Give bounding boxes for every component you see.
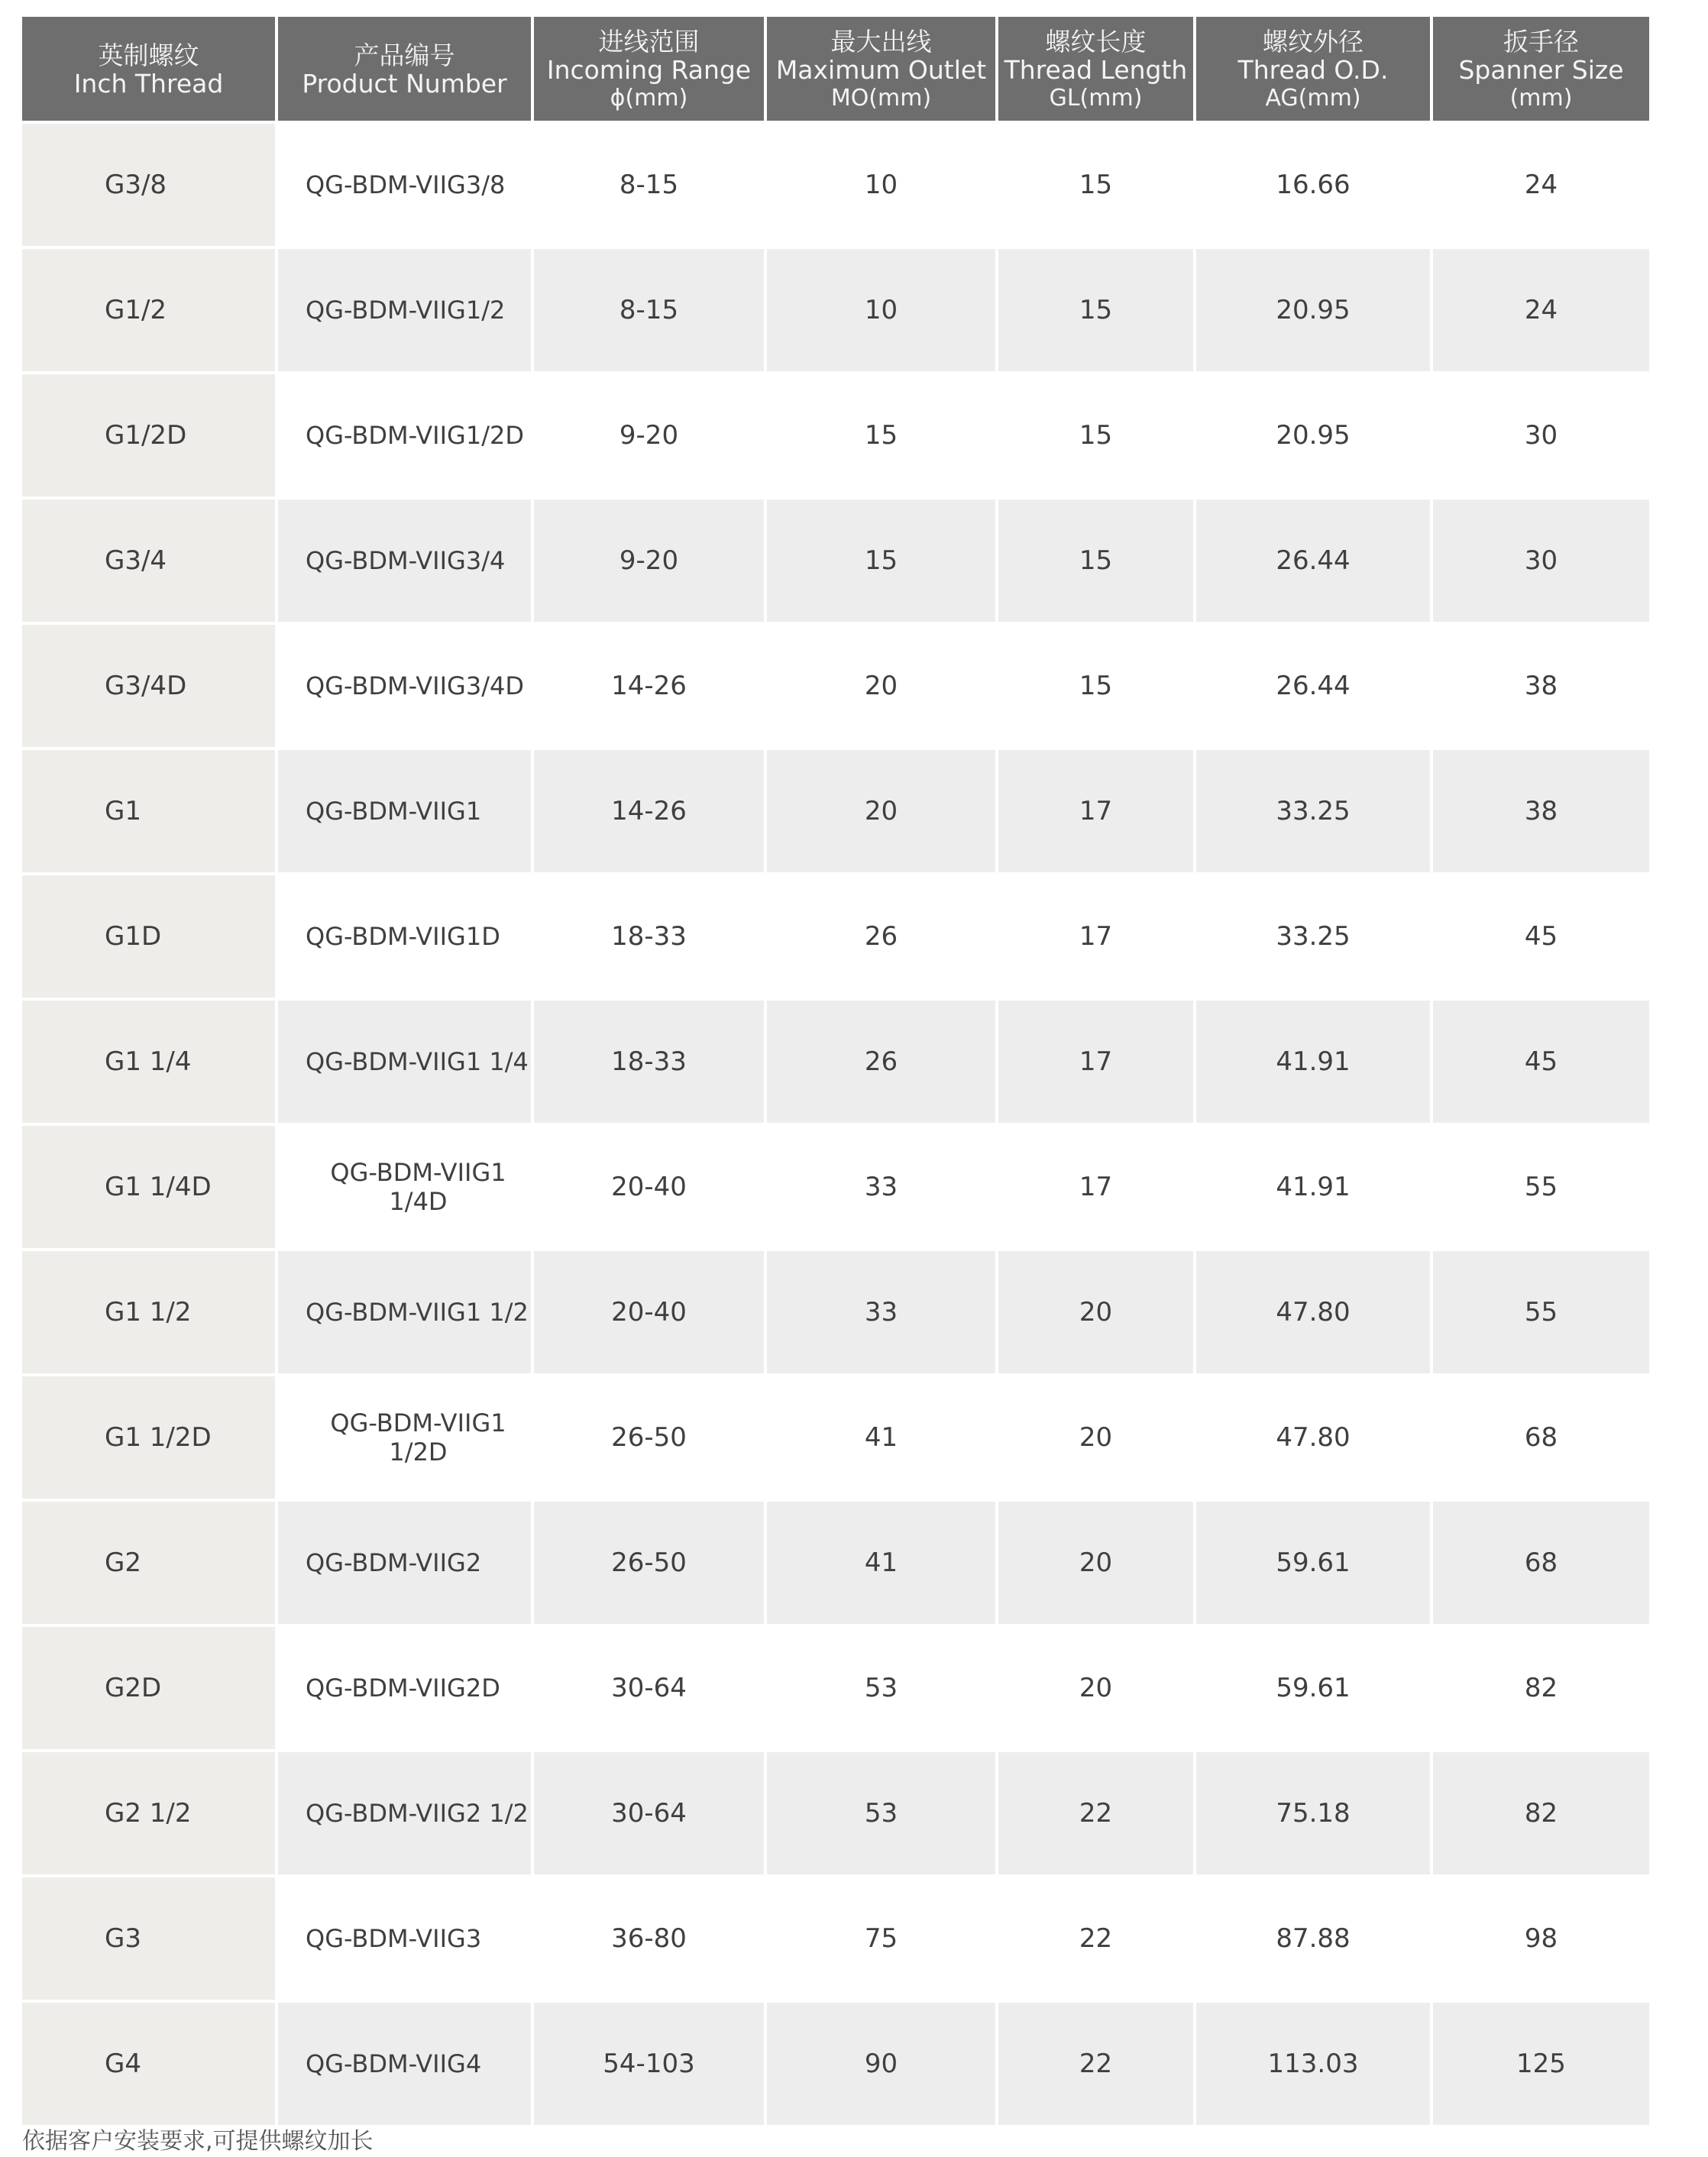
cell-thread-length: 17 — [998, 875, 1196, 998]
cell-inch-thread: G1/2D — [22, 374, 278, 496]
cell-product-number: QG-BDM-VIIG3/8 — [278, 124, 534, 246]
cell-product-number: QG-BDM-VIIG1 — [278, 750, 534, 872]
header-zh-label: 扳手径 — [1503, 26, 1579, 57]
cell-product-number: QG-BDM-VIIG2D — [278, 1627, 534, 1749]
cell-thread-length: 15 — [998, 374, 1196, 496]
cell-inch-thread: G2 1/2 — [22, 1752, 278, 1874]
cell-product-number: QG-BDM-VIIG1 1/4 — [278, 1001, 534, 1123]
table-row — [22, 1248, 1649, 1373]
cell-maximum-outlet: 10 — [767, 249, 998, 371]
cell-thread-od: 47.80 — [1196, 1376, 1433, 1499]
header-thread-od — [1196, 17, 1433, 121]
cell-maximum-outlet: 41 — [767, 1502, 998, 1624]
cell-spanner-size: 82 — [1433, 1752, 1649, 1874]
cell-incoming-range: 30-64 — [534, 1627, 767, 1749]
header-zh-label: 螺纹长度 — [1045, 26, 1147, 57]
cell-thread-od: 16.66 — [1196, 124, 1433, 246]
cell-thread-od: 33.25 — [1196, 875, 1433, 998]
cell-product-number: QG-BDM-VIIG1 1/2D — [278, 1376, 534, 1499]
header-unit-label: (mm) — [1509, 84, 1573, 112]
table-body — [22, 121, 1649, 2125]
cell-product-number: QG-BDM-VIIG4 — [278, 2003, 534, 2125]
cell-maximum-outlet: 33 — [767, 1251, 998, 1373]
cell-thread-length: 15 — [998, 625, 1196, 747]
cell-maximum-outlet: 90 — [767, 2003, 998, 2125]
cell-spanner-size: 45 — [1433, 1001, 1649, 1123]
header-en-label: Spanner Size — [1458, 54, 1624, 85]
table-row — [22, 496, 1649, 622]
cell-incoming-range: 9-20 — [534, 374, 767, 496]
cell-maximum-outlet: 15 — [767, 500, 998, 622]
cell-thread-od: 20.95 — [1196, 374, 1433, 496]
cell-incoming-range: 8-15 — [534, 124, 767, 246]
header-en-label: Thread O.D. — [1237, 54, 1389, 85]
cell-incoming-range: 9-20 — [534, 500, 767, 622]
cell-inch-thread: G2D — [22, 1627, 278, 1749]
cell-incoming-range: 26-50 — [534, 1376, 767, 1499]
cell-incoming-range: 14-26 — [534, 625, 767, 747]
table-row — [22, 121, 1649, 246]
cell-inch-thread: G3/4 — [22, 500, 278, 622]
cell-thread-length: 17 — [998, 1126, 1196, 1248]
cell-inch-thread: G3/4D — [22, 625, 278, 747]
header-en-label: Incoming Range — [546, 54, 752, 85]
header-spanner-size — [1433, 17, 1649, 121]
cell-spanner-size: 24 — [1433, 249, 1649, 371]
cell-maximum-outlet: 10 — [767, 124, 998, 246]
cell-thread-length: 22 — [998, 1752, 1196, 1874]
cell-spanner-size: 82 — [1433, 1627, 1649, 1749]
footnote: 依据客户安装要求,可提供螺纹加长 — [22, 2128, 374, 2155]
cell-thread-length: 15 — [998, 124, 1196, 246]
header-product-number — [278, 17, 534, 121]
table-row — [22, 747, 1649, 872]
cell-thread-length: 15 — [998, 249, 1196, 371]
cell-incoming-range: 18-33 — [534, 875, 767, 998]
table-row — [22, 1499, 1649, 1624]
cell-inch-thread: G1 1/2 — [22, 1251, 278, 1373]
cell-thread-length: 17 — [998, 1001, 1196, 1123]
cell-maximum-outlet: 20 — [767, 750, 998, 872]
table-row — [22, 1749, 1649, 1874]
cell-incoming-range: 14-26 — [534, 750, 767, 872]
cell-incoming-range: 20-40 — [534, 1251, 767, 1373]
cell-thread-length: 20 — [998, 1376, 1196, 1499]
cell-inch-thread: G1 1/4D — [22, 1126, 278, 1248]
cell-incoming-range: 20-40 — [534, 1126, 767, 1248]
cell-incoming-range: 26-50 — [534, 1502, 767, 1624]
cell-maximum-outlet: 75 — [767, 1877, 998, 2000]
cell-thread-od: 113.03 — [1196, 2003, 1433, 2125]
cell-inch-thread: G3/8 — [22, 124, 278, 246]
cell-thread-length: 22 — [998, 1877, 1196, 2000]
cell-thread-od: 26.44 — [1196, 500, 1433, 622]
cell-maximum-outlet: 53 — [767, 1752, 998, 1874]
cell-product-number: QG-BDM-VIIG1 1/4D — [278, 1126, 534, 1248]
cell-spanner-size: 125 — [1433, 2003, 1649, 2125]
cell-thread-od: 41.91 — [1196, 1126, 1433, 1248]
cell-spanner-size: 68 — [1433, 1376, 1649, 1499]
cell-thread-od: 33.25 — [1196, 750, 1433, 872]
header-incoming-range — [534, 17, 767, 121]
cell-thread-length: 20 — [998, 1251, 1196, 1373]
cell-spanner-size: 45 — [1433, 875, 1649, 998]
cell-incoming-range: 54-103 — [534, 2003, 767, 2125]
cell-product-number: QG-BDM-VIIG3 — [278, 1877, 534, 2000]
cell-product-number: QG-BDM-VIIG2 1/2 — [278, 1752, 534, 1874]
table-row — [22, 246, 1649, 371]
cell-inch-thread: G1 1/4 — [22, 1001, 278, 1123]
cell-spanner-size: 30 — [1433, 374, 1649, 496]
header-maximum-outlet — [767, 17, 998, 121]
table-header-row — [22, 17, 1649, 121]
cell-product-number: QG-BDM-VIIG1/2D — [278, 374, 534, 496]
header-zh-label: 产品编号 — [354, 40, 455, 70]
header-unit-label: MO(mm) — [830, 84, 932, 112]
table-row — [22, 1373, 1649, 1499]
cell-maximum-outlet: 26 — [767, 875, 998, 998]
cell-inch-thread: G1/2 — [22, 249, 278, 371]
header-en-label: Product Number — [302, 69, 507, 99]
header-en-label: Thread Length — [1004, 54, 1188, 85]
cell-inch-thread: G2 — [22, 1502, 278, 1624]
header-zh-label: 螺纹外径 — [1263, 26, 1363, 57]
cell-incoming-range: 36-80 — [534, 1877, 767, 2000]
cell-inch-thread: G3 — [22, 1877, 278, 2000]
header-thread-length — [998, 17, 1196, 121]
table-row — [22, 872, 1649, 998]
table-row — [22, 1624, 1649, 1749]
cell-product-number: QG-BDM-VIIG3/4 — [278, 500, 534, 622]
cell-thread-length: 20 — [998, 1502, 1196, 1624]
cell-spanner-size: 24 — [1433, 124, 1649, 246]
cell-spanner-size: 55 — [1433, 1126, 1649, 1248]
cell-thread-od: 26.44 — [1196, 625, 1433, 747]
table-row — [22, 998, 1649, 1123]
header-unit-label: GL(mm) — [1049, 84, 1143, 112]
table-row — [22, 2000, 1649, 2125]
header-zh-label: 英制螺纹 — [98, 40, 199, 70]
cell-thread-od: 75.18 — [1196, 1752, 1433, 1874]
cell-maximum-outlet: 20 — [767, 625, 998, 747]
cell-maximum-outlet: 33 — [767, 1126, 998, 1248]
cell-product-number: QG-BDM-VIIG1/2 — [278, 249, 534, 371]
cell-thread-od: 41.91 — [1196, 1001, 1433, 1123]
cell-inch-thread: G1 1/2D — [22, 1376, 278, 1499]
header-unit-label: ϕ(mm) — [610, 84, 688, 112]
spec-table — [22, 17, 1649, 2125]
header-zh-label: 进线范围 — [598, 26, 700, 57]
cell-product-number: QG-BDM-VIIG3/4D — [278, 625, 534, 747]
cell-spanner-size: 55 — [1433, 1251, 1649, 1373]
cell-thread-od: 59.61 — [1196, 1502, 1433, 1624]
cell-incoming-range: 18-33 — [534, 1001, 767, 1123]
table-row — [22, 1123, 1649, 1248]
cell-thread-od: 59.61 — [1196, 1627, 1433, 1749]
cell-maximum-outlet: 41 — [767, 1376, 998, 1499]
cell-thread-od: 47.80 — [1196, 1251, 1433, 1373]
cell-product-number: QG-BDM-VIIG1D — [278, 875, 534, 998]
table-row — [22, 622, 1649, 747]
cell-thread-od: 87.88 — [1196, 1877, 1433, 2000]
cell-product-number: QG-BDM-VIIG2 — [278, 1502, 534, 1624]
header-en-label: Inch Thread — [73, 69, 224, 99]
cell-thread-length: 15 — [998, 500, 1196, 622]
cell-thread-length: 20 — [998, 1627, 1196, 1749]
cell-incoming-range: 8-15 — [534, 249, 767, 371]
cell-maximum-outlet: 15 — [767, 374, 998, 496]
cell-maximum-outlet: 53 — [767, 1627, 998, 1749]
table-row — [22, 371, 1649, 496]
cell-spanner-size: 38 — [1433, 750, 1649, 872]
cell-inch-thread: G1 — [22, 750, 278, 872]
cell-inch-thread: G1D — [22, 875, 278, 998]
header-zh-label: 最大出线 — [830, 26, 932, 57]
header-inch-thread — [22, 17, 278, 121]
header-en-label: Maximum Outlet — [775, 54, 987, 85]
cell-maximum-outlet: 26 — [767, 1001, 998, 1123]
cell-thread-od: 20.95 — [1196, 249, 1433, 371]
cell-incoming-range: 30-64 — [534, 1752, 767, 1874]
cell-spanner-size: 38 — [1433, 625, 1649, 747]
header-unit-label: AG(mm) — [1265, 84, 1361, 112]
cell-thread-length: 22 — [998, 2003, 1196, 2125]
cell-spanner-size: 68 — [1433, 1502, 1649, 1624]
table-row — [22, 1874, 1649, 2000]
cell-inch-thread: G4 — [22, 2003, 278, 2125]
cell-thread-length: 17 — [998, 750, 1196, 872]
cell-spanner-size: 30 — [1433, 500, 1649, 622]
cell-product-number: QG-BDM-VIIG1 1/2 — [278, 1251, 534, 1373]
cell-spanner-size: 98 — [1433, 1877, 1649, 2000]
